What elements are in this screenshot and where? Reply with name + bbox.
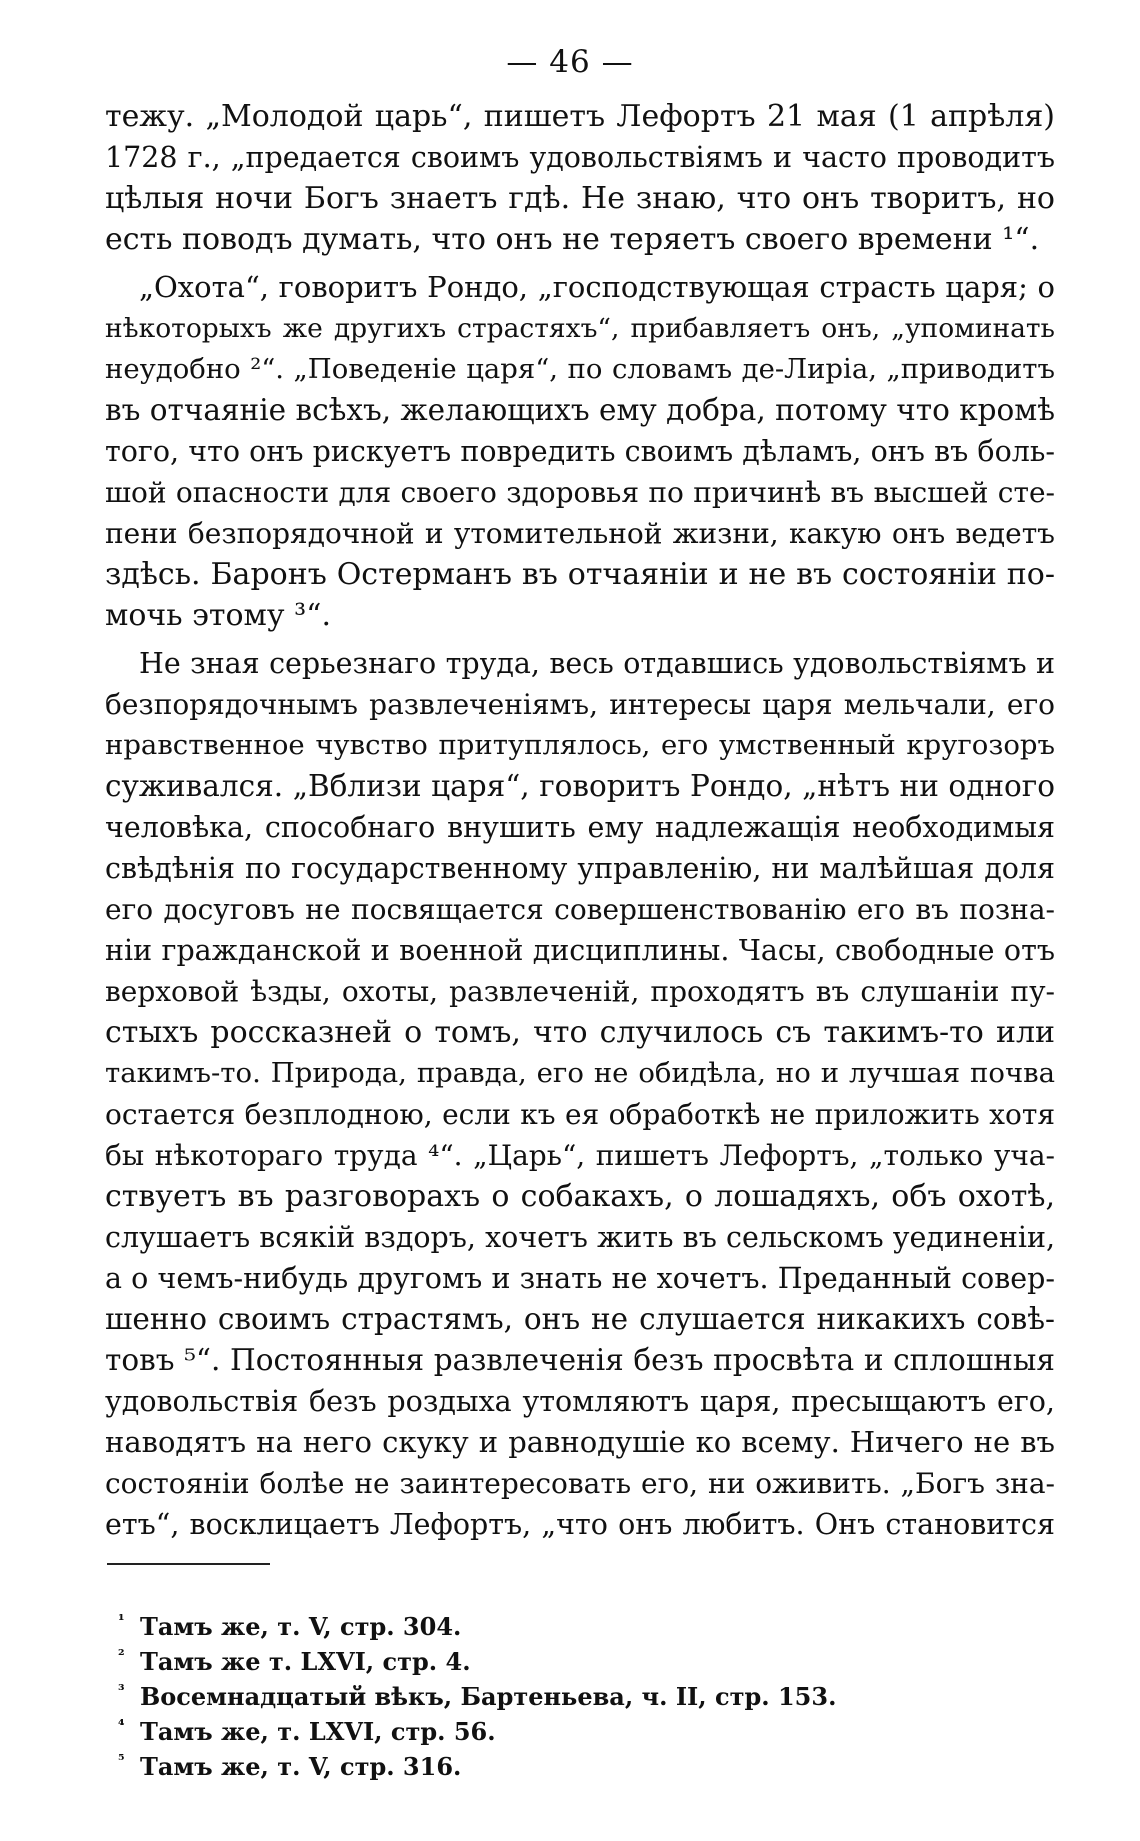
text-line: бы нѣкотораго труда ⁴“. „Царь“, пишетъ Лефортъ, „только уча- (105, 1139, 1055, 1172)
text-line: мочь этому ³“. (105, 598, 331, 633)
body-text (105, 96, 1055, 1545)
text-line: слушаетъ всякій вздоръ, хочетъ жить въ сельскомъ уединеніи, (105, 1221, 1055, 1254)
text-line: стыхъ россказней о томъ, что случилось съ такимъ-то или (105, 1015, 1055, 1050)
text-line: въ отчаяніе всѣхъ, желающихъ ему добра, потому что кромѣ (105, 393, 1056, 427)
footnote-item (118, 1609, 818, 1644)
text-line: здѣсь. Баронъ Остерманъ въ отчаяніи и не въ состояніи по- (105, 557, 1055, 592)
footnote-mark: ² (118, 1646, 125, 1664)
text-line: остается безплодною, если къ ея обработкѣ не приложить хотя (105, 1098, 1055, 1131)
footnote-item (118, 1749, 818, 1784)
text-line: етъ“, восклицаетъ Лефортъ, „что онъ любитъ. Онъ становится (105, 1508, 1055, 1541)
text-line: такимъ-то. Природа, правда, его не обидѣла, но и лучшая почва (105, 1057, 1055, 1089)
text-line: ніи гражданской и военной дисциплины. Часы, свободные отъ (105, 934, 1055, 967)
footnote-mark: ¹ (118, 1611, 125, 1629)
footnote-mark: ³ (118, 1681, 125, 1699)
text-line: состояніи болѣе не заинтересовать его, ни оживить. „Богъ зна- (105, 1467, 1055, 1500)
text-line: нравственное чувство притуплялось, его умственный кругозоръ (105, 729, 1055, 761)
text-line: удовольствія безъ роздыха утомляютъ царя, пресыщаютъ его, (105, 1385, 1055, 1418)
paragraph-1 (105, 96, 1055, 260)
paragraph-3 (105, 643, 1055, 1545)
text-line: ствуетъ въ разговорахъ о собакахъ, о лошадяхъ, объ охотѣ, (105, 1179, 1055, 1214)
footnotes (118, 1609, 837, 1784)
text-line: товъ ⁵“. Постоянныя развлеченія безъ просвѣта и сплошныя (105, 1343, 1055, 1377)
text-line: безпорядочнымъ развлеченіямъ, интересы царя мельчали, его (105, 688, 1055, 721)
text-line: верховой ѣзды, охоты, развлеченій, проходятъ въ слушаніи пу- (105, 975, 1055, 1008)
text-line: есть поводъ думать, что онъ не теряетъ своего времени ¹“. (105, 222, 1040, 257)
text-line: его досуговъ не посвящается совершенствованію его въ позна- (105, 893, 1055, 926)
footnote-item (118, 1679, 837, 1714)
text-line: 1728 г., „предается своимъ удовольствіямъ и часто проводитъ (105, 141, 1055, 174)
text-line: человѣка, способнаго внушить ему надлежащія необходимыя (105, 811, 1055, 844)
text-line: того, что онъ рискуетъ повредить своимъ дѣламъ, онъ въ боль- (105, 435, 1055, 468)
footnote-text: Тамъ же, т. LXVI, стр. 56. (140, 1717, 496, 1746)
text-line: шой опасности для своего здоровья по причинѣ въ высшей сте- (105, 476, 1055, 509)
footnote-text: Тамъ же, т. V, стр. 304. (140, 1612, 462, 1641)
text-line: тежу. „Молодой царь“, пишетъ Лефортъ 21 мая (1 апрѣля) (105, 99, 1055, 134)
page-number: — 46 — (506, 44, 634, 80)
footnote-item (118, 1714, 818, 1749)
text-line: цѣлыя ночи Богъ знаетъ гдѣ. Не знаю, что онъ творитъ, но (105, 181, 1055, 216)
footnote-text: Восемнадцатый вѣкъ, Бартеньева, ч. II, стр. 153. (140, 1682, 837, 1711)
text-line: а о чемъ-нибудь другомъ и знать не хочетъ. Преданный совер- (105, 1262, 1055, 1295)
footnote-text: Тамъ же, т. V, стр. 316. (140, 1752, 462, 1781)
footnote-text: Тамъ же т. LXVI, стр. 4. (140, 1647, 471, 1676)
text-line: Не зная серьезнаго труда, весь отдавшись удовольствіямъ и (139, 647, 1055, 680)
footnote-mark: ⁵ (118, 1751, 125, 1769)
paragraph-2 (105, 267, 1055, 636)
text-line: наводятъ на него скуку и равнодушіе ко всему. Ничего не въ (105, 1425, 1055, 1459)
footnote-divider (107, 1563, 270, 1565)
text-line: нѣкоторыхъ же другихъ страстяхъ“, прибавляетъ онъ, „упоминать (105, 313, 1055, 344)
text-line: „Охота“, говоритъ Рондо, „господствующая страсть царя; о (139, 270, 1055, 304)
text-line: шенно своимъ страстямъ, онъ не слушается никакихъ совѣ- (105, 1302, 1055, 1336)
text-line: пени безпорядочной и утомительной жизни, какую онъ ведетъ (105, 517, 1055, 550)
text-line: неудобно ²“. „Поведеніе царя“, по словамъ де-Лиріа, „приводитъ (105, 353, 1055, 385)
text-line: свѣдѣнія по государственному управленію, ни малѣйшая доля (105, 852, 1055, 885)
footnote-mark: ⁴ (118, 1716, 125, 1734)
footnote-item (118, 1644, 818, 1679)
text-line: суживался. „Вблизи царя“, говоритъ Рондо, „нѣтъ ни одного (105, 769, 1055, 803)
